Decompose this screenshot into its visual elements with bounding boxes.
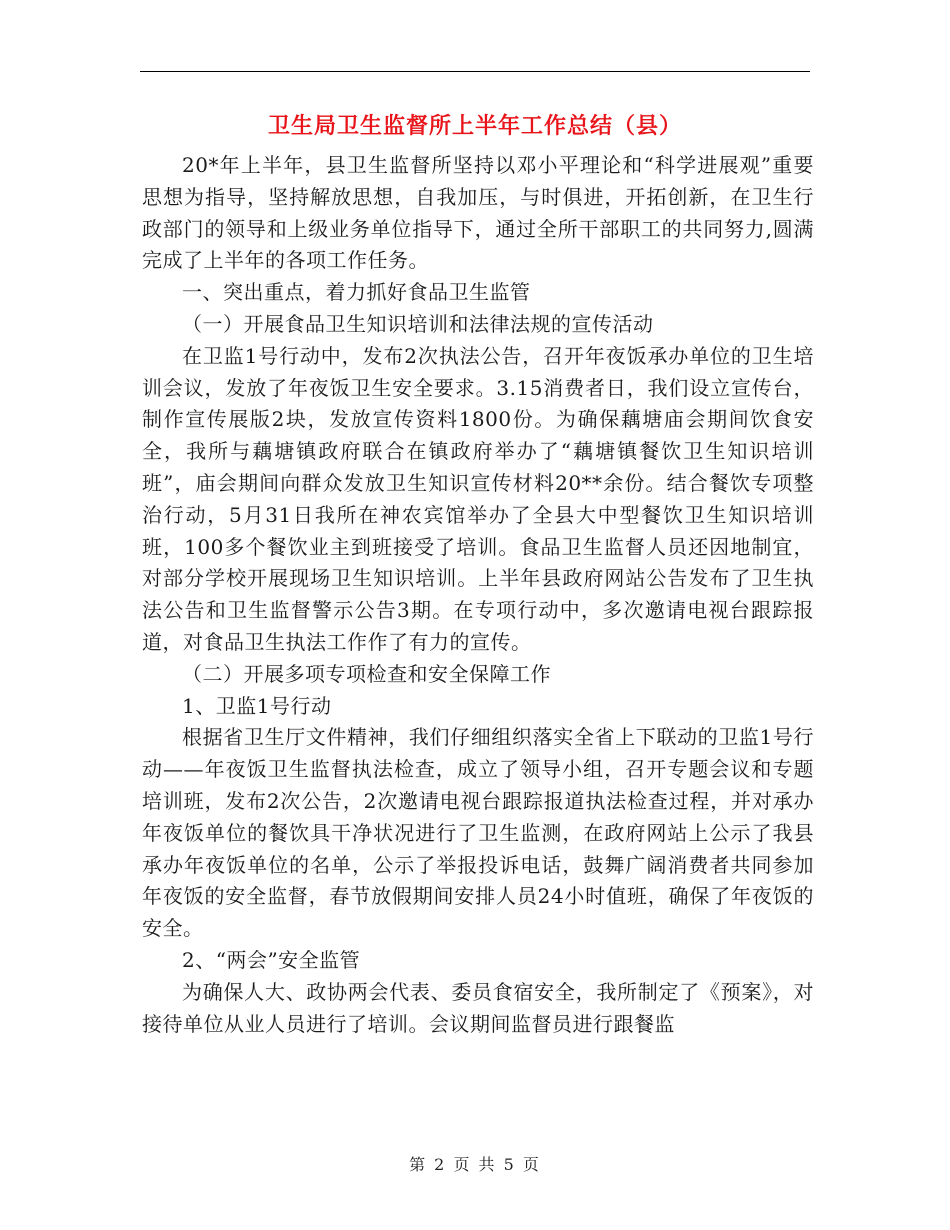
item-heading: 1、卫监1号行动: [182, 693, 332, 718]
item-heading: 2、“两会”安全监管: [182, 947, 361, 972]
page-footer: 第 2 页 共 5 页: [409, 1155, 541, 1174]
section-heading: 一、突出重点，着力抓好食品卫生监管: [182, 280, 531, 305]
subsection-heading: （二）开展多项专项检查和安全保障工作: [182, 661, 551, 686]
document-body: [142, 150, 814, 1040]
paragraph: 在卫监1号行动中，发布2次执法公告，召开年夜饭承办单位的卫生培训会议，发放了年夜饭卫生安全要求。3.15消费者日，我们设立宣传台，制作宣传展版2块，发放宣传资料1800份。为确保藕塘庙会期间饮食安全，我所与藕塘镇政府联合在镇政府举办了“藕塘镇餐饮卫生知识培训班”，庙会期间向群众发放卫生知识宣传材料20**余份。结合餐饮专项整治行动，5月31日我所在神农宾馆举办了全县大中型餐饮卫生知识培训班，100多个餐饮业主到班接受了培训。食品卫生监督人员还因地制宜，对部分学校开展现场卫生知识培训。上半年县政府网站公告发布了卫生执法公告和卫生监督警示公告3期。在专项行动中，多次邀请电视台跟踪报道，对食品卫生执法工作作了有力的宣传。: [142, 343, 814, 654]
paragraph: 20*年上半年，县卫生监督所坚持以邓小平理论和“科学进展观”重要思想为指导，坚持解放思想，自我加压，与时俱进，开拓创新，在卫生行政部门的领导和上级业务单位指导下，通过全所干部职工的共同努力,圆满完成了上半年的各项工作任务。: [142, 153, 814, 273]
paragraph: 根据省卫生厅文件精神，我们仔细组织落实全省上下联动的卫监1号行动——年夜饭卫生监督执法检查，成立了领导小组，召开专题会议和专题培训班，发布2次公告，2次邀请电视台跟踪报道执法检查过程，并对承办年夜饭单位的餐饮具干净状况进行了卫生监测，在政府网站上公示了我县承办年夜饭单位的名单，公示了举报投诉电话，鼓舞广阔消费者共同参加年夜饭的安全监督，春节放假期间安排人员24小时值班，确保了年夜饭的安全。: [142, 725, 814, 941]
subsection-heading: （一）开展食品卫生知识培训和法律法规的宣传活动: [182, 311, 654, 336]
document-title: 卫生局卫生监督所上半年工作总结（县）: [267, 113, 682, 139]
paragraph: 为确保人大、政协两会代表、委员食宿安全，我所制定了《预案》，对接待单位从业人员进行了培训。会议期间监督员进行跟餐监: [142, 979, 814, 1036]
header-rule: [140, 71, 810, 72]
